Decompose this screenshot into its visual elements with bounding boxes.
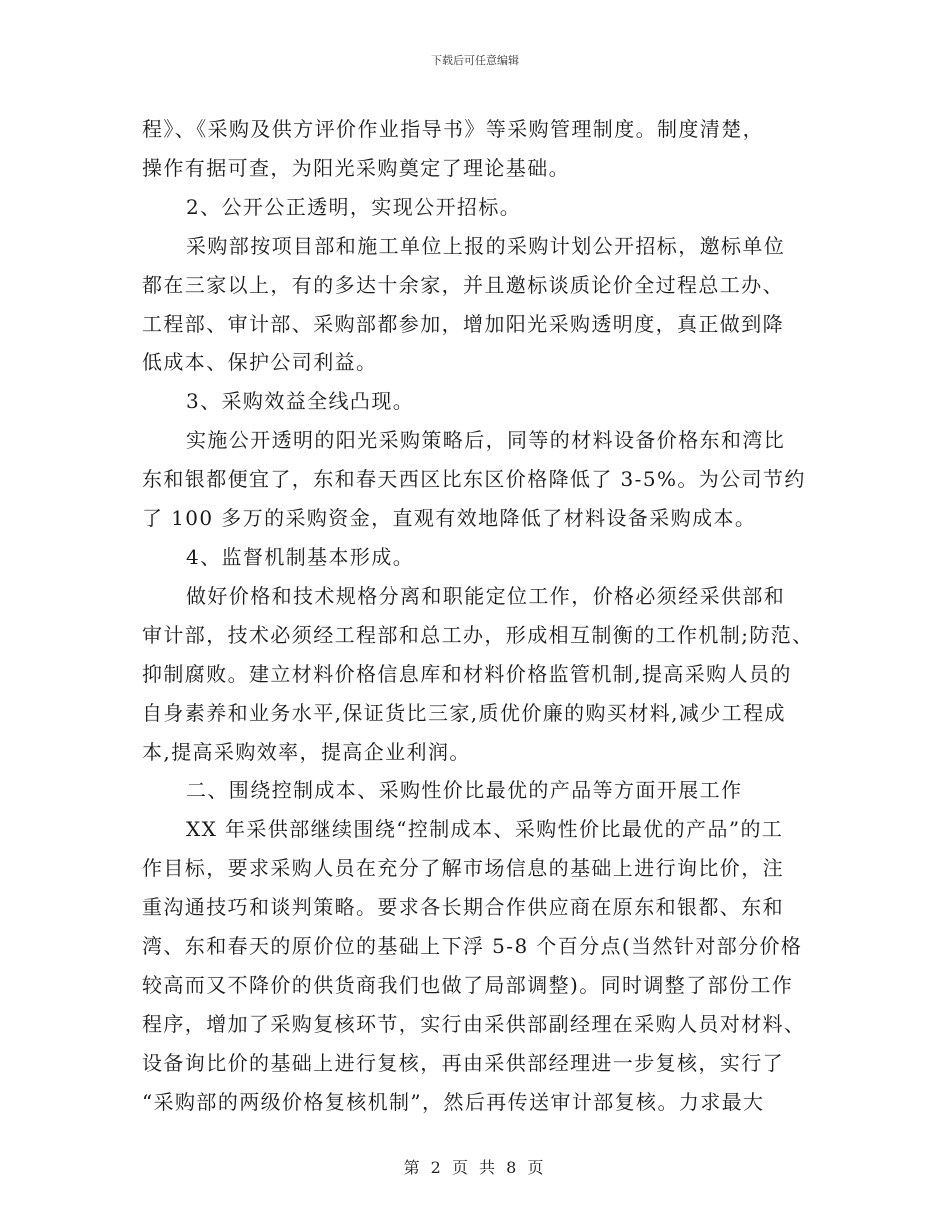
text-line: 设备询比价的基础上进行复核，再由采供部经理进一步复核，实行了 (142, 1050, 784, 1075)
text-line: 程》、《采购及供方评价作业指导书》等采购管理制度。制度清楚， (142, 117, 764, 141)
text-line: 2、公开公正透明，实现公开招标。 (186, 194, 522, 219)
text-line: 二、围绕控制成本、采购性价比最优的产品等方面开展工作 (186, 778, 743, 803)
text-line: XX 年采供部继续围绕“控制成本、采购性价比最优的产品”的工 (186, 817, 784, 842)
text-line: 低成本、保护公司利益。 (142, 350, 378, 375)
text-line: 作目标，要求采购人员在充分了解市场信息的基础上进行询比价，注 (142, 856, 784, 881)
text-line: 东和银都便宜了，东和春天西区比东区价格降低了 3-5%。为公司节约 (142, 467, 806, 492)
text-line: 3、采购效益全线凸现。 (186, 389, 415, 414)
text-line: 了 100 多万的采购资金，直观有效地降低了材料设备采购成本。 (142, 506, 757, 531)
document-body (142, 110, 812, 1122)
text-line: 都在三家以上，有的多达十余家，并且邀标谈质论价全过程总工办、 (142, 272, 784, 297)
text-line: 湾、东和春天的原价位的基础上下浮 5-8 个百分点(当然针对部分价格 (142, 934, 803, 959)
text-line: “采购部的两级价格复核机制”，然后再传送审计部复核。力求最大 (142, 1089, 765, 1114)
text-line: 抑制腐败。建立材料价格信息库和材料价格监管机制,提高采购人员的 (142, 661, 792, 686)
text-line: 工程部、审计部、采购部都参加，增加阳光采购透明度，真正做到降 (142, 311, 784, 336)
text-line: 较高而又不降价的供货商我们也做了局部调整)。同时调整了部份工作 (142, 972, 794, 997)
text-line: 本,提高采购效率，提高企业利润。 (142, 739, 471, 764)
text-line: 采购部按项目部和施工单位上报的采购计划公开招标，邀标单位 (186, 233, 786, 258)
page-footer: 第 2 页 共 8 页 (403, 1158, 547, 1177)
text-line: 审计部，技术必须经工程部和总工办，形成相互制衡的工作机制;防范、 (142, 622, 814, 647)
text-line: 4、监督机制基本形成。 (186, 544, 415, 569)
text-line: 程序，增加了采购复核环节，实行由采供部副经理在采购人员对材料、 (142, 1011, 806, 1036)
text-line: 操作有据可查，为阳光采购奠定了理论基础。 (142, 155, 570, 180)
text-line: 重沟通技巧和谈判策略。要求各长期合作供应商在原东和银都、东和 (142, 895, 784, 920)
page-header: 下载后可任意编辑 (431, 54, 519, 67)
text-line: 自身素养和业务水平,保证货比三家,质优价廉的购买材料,减少工程成 (142, 700, 786, 725)
text-line: 做好价格和技术规格分离和职能定位工作，价格必须经采供部和 (186, 583, 786, 608)
text-line: 实施公开透明的阳光采购策略后，同等的材料设备价格东和湾比 (186, 428, 786, 453)
